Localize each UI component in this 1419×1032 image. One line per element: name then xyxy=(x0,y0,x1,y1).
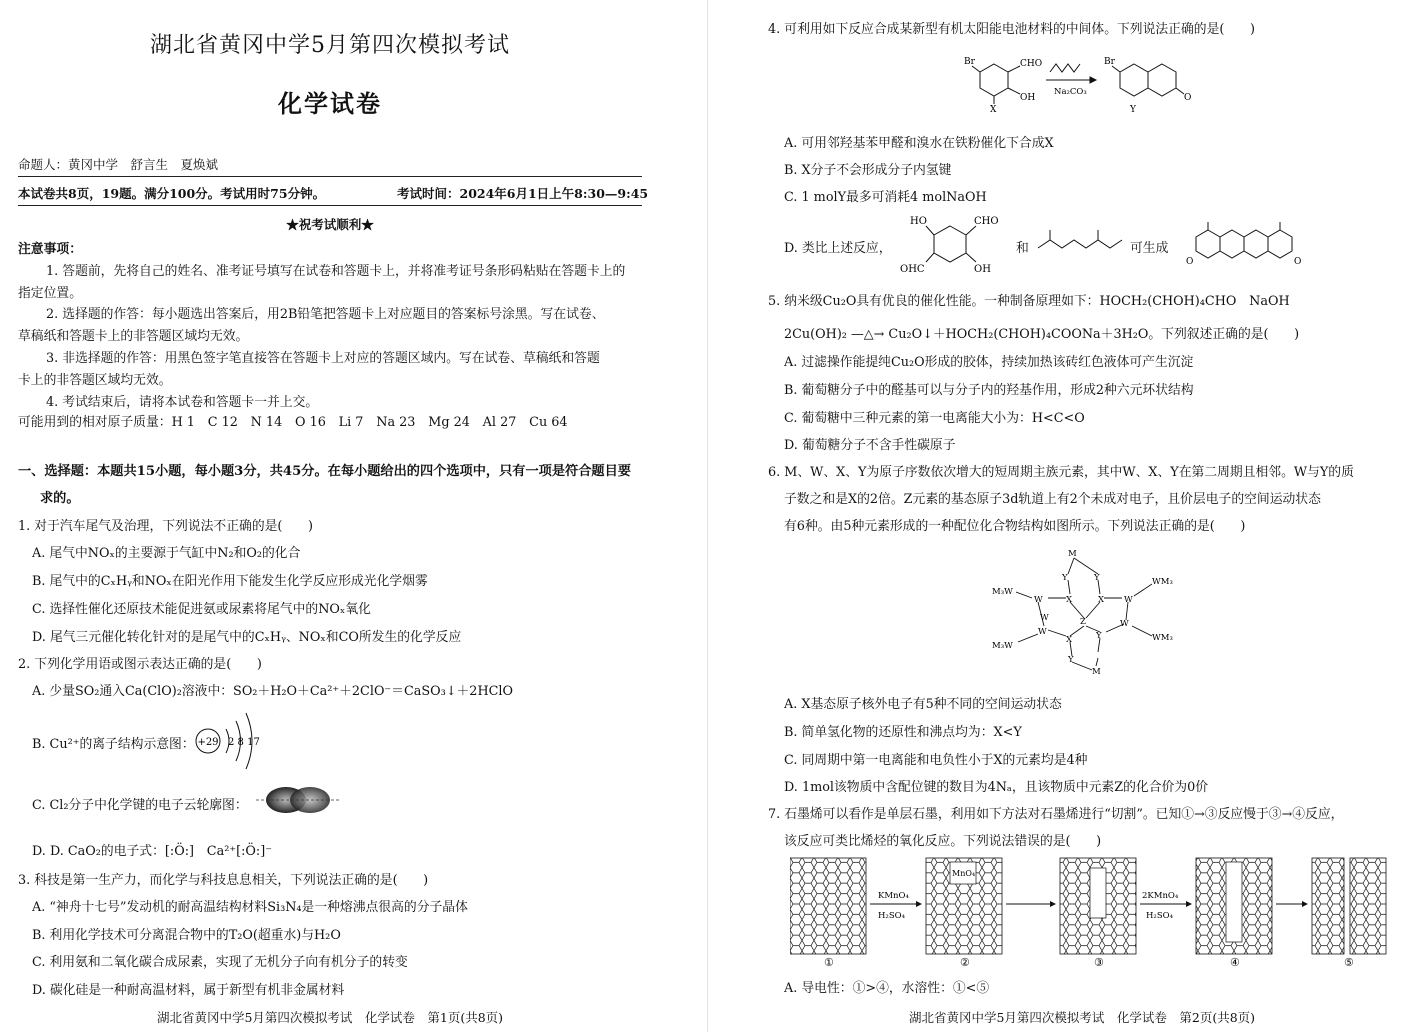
electron-shells: 2 8 17 xyxy=(228,737,260,748)
reagent-kmno4: KMnO₄ xyxy=(878,891,909,901)
atom-w-1: W xyxy=(1034,595,1043,605)
reagent-2kmno4: 2KMnO₄ xyxy=(1142,891,1179,901)
question-7-line-2: 该反应可类比烯烃的氧化反应。下列说法错误的是( ) xyxy=(784,834,1102,849)
exam-title: 湖北省黄冈中学5月第四次模拟考试 xyxy=(150,33,510,58)
step-label-1: ① xyxy=(824,956,834,968)
group-ohc: OHC xyxy=(900,264,925,275)
page-divider xyxy=(707,0,708,1032)
nucleus-charge: +29 xyxy=(197,737,219,748)
atom-m-bottom: M xyxy=(1092,667,1101,677)
question-4-option-d-ester xyxy=(1034,226,1130,260)
note-1b: 指定位置。 xyxy=(18,286,82,301)
exam-info-left: 本试卷共8页，19题。满分100分。考试用时75分钟。 xyxy=(18,186,326,201)
question-3: 3. 科技是第一生产力，而化学与科技息息相关，下列说法正确的是( ) xyxy=(18,873,429,888)
graphene-sheet-5 xyxy=(1312,858,1386,954)
question-2-option-a: A. 少量SO₂通入Ca(ClO)₂溶液中：SO₂＋H₂O＋Ca²⁺＋2ClO⁻＝CaSO₃↓＋2HClO xyxy=(32,684,513,699)
svg-text:O: O xyxy=(1186,257,1194,267)
good-luck-banner: ★祝考试顺利★ xyxy=(286,217,374,232)
atom-y-2: Y xyxy=(1094,573,1100,583)
svg-text:Br: Br xyxy=(964,57,975,67)
svg-text:Br: Br xyxy=(1104,57,1115,67)
question-4-option-a: A. 可用邻羟基苯甲醛和溴水在铁粉催化下合成X xyxy=(784,136,1054,151)
step-label-3: ③ xyxy=(1094,956,1104,968)
mno4-label: MnO₄ xyxy=(952,869,976,878)
question-6-option-c: C. 同周期中第一电离能和电负性小于X的元素均是4种 xyxy=(784,753,1088,768)
group-oh: OH xyxy=(974,264,991,275)
note-1a: 1. 答题前，先将自己的姓名、准考证号填写在试卷和答题卡上，并将准考证号条形码粘贴在答题卡上的 xyxy=(46,264,626,279)
authors-line: 命题人：黄冈中学 舒言生 夏焕斌 xyxy=(18,157,219,172)
question-3-option-a: A. “神舟十七号”发动机的耐高温结构材料Si₃N₄是一种熔沸点很高的分子晶体 xyxy=(32,900,468,915)
svg-text:OH: OH xyxy=(1020,93,1036,103)
atom-x-3: X xyxy=(1066,635,1073,645)
question-5-option-b: B. 葡萄糖分子中的醛基可以与分子内的羟基作用，形成2种六元环状结构 xyxy=(784,383,1194,398)
atom-wm3-1: WM₃ xyxy=(1152,577,1173,587)
note-4: 4. 考试结束后，请将本试卷和答题卡一并上交。 xyxy=(46,395,319,410)
exam-page-1 xyxy=(0,0,705,1032)
atom-x-2: X xyxy=(1098,595,1105,605)
atom-w-3: W xyxy=(1120,619,1129,629)
question-4-option-d-and: 和 xyxy=(1016,241,1029,256)
svg-text:O: O xyxy=(1294,257,1302,267)
note-3a: 3. 非选择题的作答：用黑色签字笔直接答在答题卡上对应的答题区域内。写在试卷、草稿纸和答题 xyxy=(46,351,600,366)
ion-structure-diagram xyxy=(192,708,272,774)
question-6-line-2: 子数之和是X的2倍。Z元素的基态原子3d轨道上有2个未成对电子，且价层电子的空间运动状态 xyxy=(784,492,1321,507)
atom-x-1: X xyxy=(1066,595,1073,605)
question-1-option-d: D. 尾气三元催化转化针对的是尾气中的CₓHᵧ、NOₓ和CO所发生的化学反应 xyxy=(32,630,462,645)
question-5-option-d: D. 葡萄糖分子不含手性碳原子 xyxy=(784,438,956,453)
note-2a: 2. 选择题的作答：每小题选出答案后，用2B铅笔把答题卡上对应题目的答案标号涂黑。写在试卷、 xyxy=(46,307,605,322)
atom-w-2: W xyxy=(1124,595,1133,605)
question-4-option-d-prefix: D. 类比上述反应， xyxy=(784,241,892,256)
section-1-heading: 一、选择题：本题共15小题，每小题3分，共45分。在每小题给出的四个选项中，只有一项是符合题目要 xyxy=(18,464,631,479)
atom-y-4: Y xyxy=(1068,655,1074,665)
question-3-option-b: B. 利用化学技术可分离混合物中的T₂O(超重水)与H₂O xyxy=(32,928,341,943)
svg-text:CHO: CHO xyxy=(1020,59,1043,69)
atom-w-5: W xyxy=(1040,613,1049,623)
exam-subtitle: 化学试卷 xyxy=(278,89,382,118)
question-5-option-c: C. 葡萄糖中三种元素的第一电离能大小为：H<C<O xyxy=(784,411,1085,426)
electron-cloud-diagram xyxy=(256,780,340,820)
question-6-line-3: 有6种。由5种元素形成的一种配位化合物结构如图所示。下列说法正确的是( ) xyxy=(784,519,1246,534)
atom-w-4: W xyxy=(1038,627,1047,637)
page-1-footer: 湖北省黄冈中学5月第四次模拟考试 化学试卷 第1页(共8页) xyxy=(156,1010,504,1025)
graphene-sheet-3 xyxy=(1060,858,1136,954)
question-1-option-a: A. 尾气中NOₓ的主要源于气缸中N₂和O₂的化合 xyxy=(32,546,301,561)
question-7-option-a: A. 导电性：①>④，水溶性：①<⑤ xyxy=(784,981,990,996)
question-6-option-a: A. X基态原子核外电子有5种不同的空间运动状态 xyxy=(784,697,1062,712)
graphene-sheet-2 xyxy=(926,858,1002,954)
question-2-option-b: B. Cu²⁺的离子结构示意图： xyxy=(32,737,195,752)
step-label-2: ② xyxy=(960,956,970,968)
question-2-option-d: D. D. CaO₂的电子式：[:Ö:] Ca²⁺[:Ö:]⁻ xyxy=(32,844,272,859)
atomic-masses: 可能用到的相对原子质量：H 1 C 12 N 14 O 16 Li 7 Na 23 Mg 24 Al 27 Cu 64 xyxy=(18,415,568,430)
step-label-4: ④ xyxy=(1230,956,1240,968)
atom-z: Z xyxy=(1080,617,1086,627)
question-4-option-c: C. 1 molY最多可消耗4 molNaOH xyxy=(784,190,987,205)
graphene-sheet-1 xyxy=(790,858,866,954)
question-6-option-b: B. 简单氢化物的还原性和沸点均为：X<Y xyxy=(784,725,1022,740)
label-y: Y xyxy=(1130,105,1136,114)
atom-m-top: M xyxy=(1068,549,1077,559)
question-1-option-c: C. 选择性催化还原技术能促进氨或尿素将尾气中的NOₓ氧化 xyxy=(32,602,371,617)
question-2: 2. 下列化学用语或图示表达正确的是( ) xyxy=(18,657,262,672)
question-5-option-a: A. 过滤操作能提纯Cu₂O形成的胶体，持续加热该砖红色液体可产生沉淀 xyxy=(784,355,1194,370)
question-4-option-d-product xyxy=(1186,218,1306,270)
question-5-line-2: 2Cu(OH)₂ —△→ Cu₂O↓＋HOCH₂(CHOH)₄COONa＋3H₂O。下列叙述正确的是( ) xyxy=(784,327,1300,342)
group-ho: HO xyxy=(910,216,927,227)
question-4-option-d-suffix: 可生成 xyxy=(1130,241,1169,256)
question-4-option-d-reactant xyxy=(900,208,1020,278)
question-4-reaction-scheme xyxy=(964,50,1214,114)
section-1-heading-cont: 求的。 xyxy=(40,491,80,506)
reagent-acid-2: H₂SO₄ xyxy=(1146,911,1174,921)
question-6-option-d: D. 1mol该物质中含配位键的数目为4Nₐ，且该物质中元素Z的化合价为0价 xyxy=(784,780,1209,795)
question-6-line-1: 6. M、W、X、Y为原子序数依次增大的短周期主族元素，其中W、X、Y在第二周期且相邻。W与Y的质 xyxy=(768,465,1354,480)
reagent-acid-1: H₂SO₄ xyxy=(878,911,906,921)
note-2b: 草稿纸和答题卡上的非答题区域均无效。 xyxy=(18,329,249,344)
header-rule xyxy=(18,176,642,177)
question-7-graphene-scheme xyxy=(790,852,1390,968)
question-1-option-b: B. 尾气中的CₓHᵧ和NOₓ在阳光作用下能发生化学反应形成光化学烟雾 xyxy=(32,574,428,589)
question-7-line-1: 7. 石墨烯可以看作是单层石墨，利用如下方法对石墨烯进行“切割”。已知①→③反应慢于③→④反应， xyxy=(768,807,1344,822)
q4-reagent: Na₂CO₃ xyxy=(1054,87,1087,97)
svg-text:O: O xyxy=(1184,93,1192,103)
question-4-option-b: B. X分子不会形成分子内氢键 xyxy=(784,163,952,178)
question-2-option-c: C. Cl₂分子中化学键的电子云轮廓图： xyxy=(32,798,248,813)
atom-y-1: Y xyxy=(1062,573,1068,583)
header-rule-2 xyxy=(18,205,642,206)
atom-y-3: Y xyxy=(1096,631,1102,641)
exam-info-right: 考试时间：2024年6月1日上午8:30—9:45 xyxy=(397,186,649,201)
atom-m3w-1: M₃W xyxy=(992,587,1013,597)
graphene-sheet-4 xyxy=(1196,858,1272,954)
label-x: X xyxy=(990,105,997,114)
question-4: 4. 可利用如下反应合成某新型有机太阳能电池材料的中间体。下列说法正确的是( ) xyxy=(768,22,1255,37)
group-cho: CHO xyxy=(974,216,999,227)
note-3b: 卡上的非答题区域均无效。 xyxy=(18,373,172,388)
exam-page-2 xyxy=(712,0,1419,1032)
question-1: 1. 对于汽车尾气及治理，下列说法不正确的是( ) xyxy=(18,519,313,534)
question-3-option-c: C. 利用氨和二氧化碳合成尿素，实现了无机分子向有机分子的转变 xyxy=(32,955,408,970)
atom-m3w-2: M₃W xyxy=(992,641,1013,651)
step-label-5: ⑤ xyxy=(1344,956,1354,968)
atom-wm3-2: WM₃ xyxy=(1152,633,1173,643)
question-3-option-d: D. 碳化硅是一种耐高温材料，属于新型有机非金属材料 xyxy=(32,983,345,998)
question-6-coordination-structure xyxy=(988,540,1188,680)
notes-heading: 注意事项： xyxy=(18,242,82,257)
question-5-line-1: 5. 纳米级Cu₂O具有优良的催化性能。一种制备原理如下：HOCH₂(CHOH)₄CHO NaOH xyxy=(768,294,1290,309)
page-2-footer: 湖北省黄冈中学5月第四次模拟考试 化学试卷 第2页(共8页) xyxy=(908,1010,1256,1025)
